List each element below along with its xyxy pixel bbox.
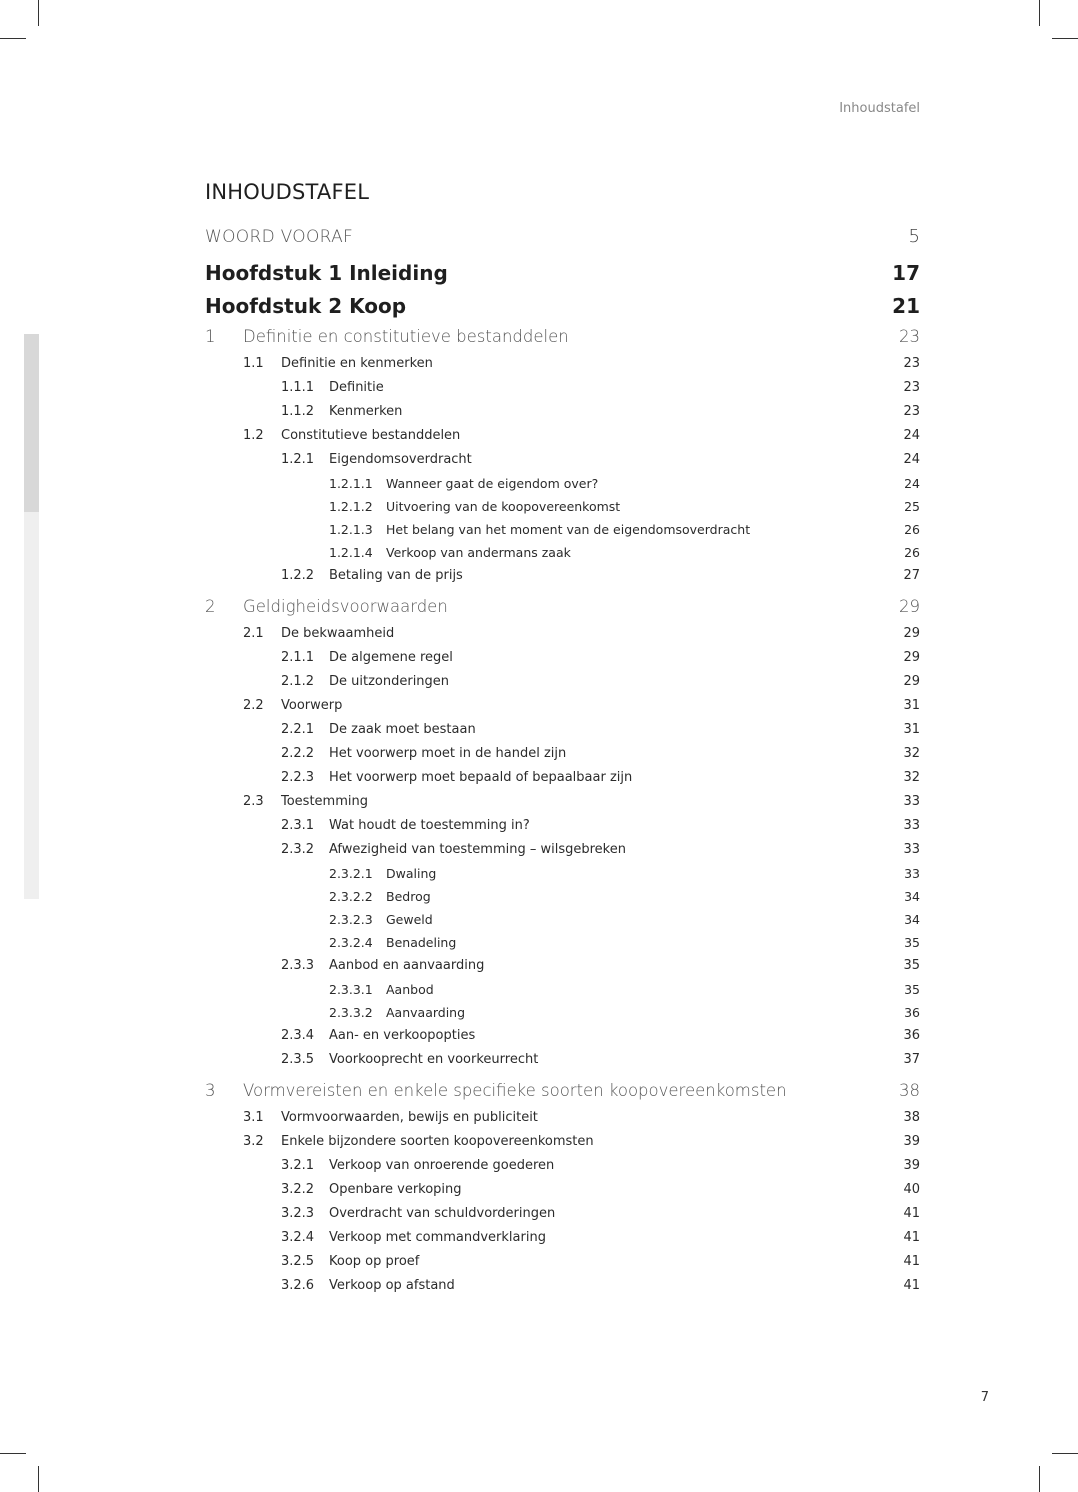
- toc-entry-number: 1.2: [243, 428, 264, 443]
- toc-entry[interactable]: [205, 982, 920, 1005]
- toc-entry-title: Hoofdstuk 2 Koop: [205, 294, 407, 318]
- toc-entry[interactable]: [205, 499, 920, 522]
- toc-entry-page: 41: [903, 1278, 920, 1293]
- toc-entry-page: 34: [904, 889, 920, 904]
- toc-entry-page: 39: [903, 1158, 920, 1173]
- toc-entry[interactable]: [205, 1230, 920, 1254]
- toc-entry-title: Verkoop met commandverklaring: [329, 1230, 546, 1245]
- toc-entry-number: 3.2: [243, 1134, 264, 1149]
- toc-entry-number: 2.1: [243, 626, 264, 641]
- toc-entry-number: 3.2.5: [281, 1254, 315, 1269]
- toc-entry-title: Overdracht van schuldvorderingen: [329, 1206, 556, 1221]
- chapter-thumb-tab: [24, 334, 39, 899]
- toc-entry-number: 2.3.5: [281, 1052, 315, 1067]
- toc-entry-number: 2: [205, 597, 216, 616]
- toc-entry-page: 32: [903, 770, 920, 785]
- toc-entry-title: De bekwaamheid: [281, 626, 395, 641]
- toc-entry-page: 38: [899, 1081, 920, 1100]
- toc-entry-number: 1.2.1.3: [329, 522, 373, 537]
- toc-entry-page: 41: [903, 1230, 920, 1245]
- toc-entry-title: Het belang van het moment van de eigendomsoverdracht: [386, 522, 751, 537]
- toc-entry-title: Benadeling: [386, 935, 457, 950]
- toc-entry-number: 1.2.1.1: [329, 476, 373, 491]
- toc-entry[interactable]: [205, 476, 920, 499]
- crop-mark: [1039, 0, 1040, 26]
- toc-entry[interactable]: [205, 1028, 920, 1052]
- toc-entry-page: 23: [903, 404, 920, 419]
- toc-entry-page: 29: [903, 650, 920, 665]
- toc-entry-title: Het voorwerp moet bepaald of bepaalbaar zijn: [329, 770, 633, 785]
- toc-entry-number: 2.3.1: [281, 818, 315, 833]
- toc-entry-title: Openbare verkoping: [329, 1182, 462, 1197]
- toc-entry-page: 25: [904, 499, 920, 514]
- toc-entry-title: Verkoop van andermans zaak: [386, 545, 571, 560]
- toc-entry[interactable]: [205, 842, 920, 866]
- toc-entry-title: Vormvereisten en enkele specifieke soorten koopovereenkomsten: [243, 1081, 787, 1100]
- toc-entry-page: 27: [903, 568, 920, 583]
- toc-entry-title: Vormvoorwaarden, bewijs en publiciteit: [281, 1110, 538, 1125]
- toc-entry-page: 34: [904, 912, 920, 927]
- crop-mark: [1052, 38, 1078, 39]
- toc-entry-title: Koop op proef: [329, 1254, 420, 1269]
- toc-entry[interactable]: [205, 674, 920, 698]
- toc-entry[interactable]: [205, 866, 920, 889]
- crop-mark: [1052, 1453, 1078, 1454]
- toc-entry[interactable]: [205, 568, 920, 592]
- toc-entry-page: 40: [903, 1182, 920, 1197]
- toc-entry-number: 2.3.2.4: [329, 935, 373, 950]
- toc-entry-page: 35: [904, 982, 920, 997]
- toc-entry-page: 24: [903, 428, 920, 443]
- toc-entry-number: 1.1.1: [281, 380, 315, 395]
- toc-entry-number: 2.3.4: [281, 1028, 315, 1043]
- toc-entry[interactable]: [205, 404, 920, 428]
- toc-entry-page: 38: [903, 1110, 920, 1125]
- toc-entry-page: 41: [903, 1206, 920, 1221]
- toc-entry-number: 3.1: [243, 1110, 264, 1125]
- toc-entry-title: Voorwerp: [281, 698, 343, 713]
- toc-entry[interactable]: [205, 1110, 920, 1134]
- toc-entry[interactable]: [205, 889, 920, 912]
- toc-entry[interactable]: [205, 818, 920, 842]
- toc-entry-page: 23: [899, 327, 920, 346]
- toc-entry-title: De uitzonderingen: [329, 674, 450, 689]
- toc-entry-page: 35: [903, 958, 920, 973]
- toc-entry-title: Constitutieve bestanddelen: [281, 428, 461, 443]
- toc-entry-page: 41: [903, 1254, 920, 1269]
- toc-entry-page: 32: [903, 746, 920, 761]
- toc-entry-number: 2.3: [243, 794, 264, 809]
- toc-entry[interactable]: [205, 522, 920, 545]
- toc-entry[interactable]: [205, 770, 920, 794]
- toc-entry[interactable]: [205, 794, 920, 818]
- toc-entry-title: Definitie: [329, 380, 384, 395]
- toc-entry-title: Wat houdt de toestemming in?: [329, 818, 530, 833]
- toc-entry-number: 2.1.2: [281, 674, 315, 689]
- toc-entry-title: Aanbod en aanvaarding: [329, 958, 485, 973]
- toc-entry[interactable]: [205, 1134, 920, 1158]
- toc-entry-title: Verkoop van onroerende goederen: [329, 1158, 555, 1173]
- toc-entry-number: 2.3.2.3: [329, 912, 373, 927]
- page-title: INHOUDSTAFEL: [205, 180, 370, 204]
- toc-entry-page: 33: [903, 842, 920, 857]
- toc-entry-number: 1.1: [243, 356, 264, 371]
- toc-entry[interactable]: [205, 722, 920, 746]
- toc-entry[interactable]: [205, 1005, 920, 1028]
- toc-entry-number: 2.3.2.1: [329, 866, 373, 881]
- toc-entry-page: 24: [904, 476, 920, 491]
- toc-entry-page: 17: [892, 261, 920, 285]
- toc-entry-number: 2.2: [243, 698, 264, 713]
- toc-entry[interactable]: [205, 1052, 920, 1076]
- toc-entry-number: 3.2.4: [281, 1230, 315, 1245]
- toc-entry-title: Bedrog: [386, 889, 431, 904]
- toc-entry-page: 29: [903, 674, 920, 689]
- toc-entry-page: 21: [892, 294, 920, 318]
- toc-entry[interactable]: [205, 380, 920, 404]
- toc-entry-page: 23: [903, 380, 920, 395]
- toc-entry-number: 3.2.1: [281, 1158, 315, 1173]
- toc-entry-page: 33: [904, 866, 920, 881]
- toc-entry-title: WOORD VOORAF: [205, 227, 354, 247]
- page-number: 7: [980, 1390, 989, 1405]
- toc-entry-number: 1.2.2: [281, 568, 315, 583]
- toc-entry-title: Eigendomsoverdracht: [329, 452, 472, 467]
- toc-entry-page: 37: [903, 1052, 920, 1067]
- toc-entry[interactable]: [205, 1206, 920, 1230]
- toc-entry-page: 26: [904, 522, 920, 537]
- toc-entry-number: 1.2.1.2: [329, 499, 373, 514]
- toc-entry[interactable]: [205, 294, 920, 327]
- toc-entry-page: 31: [903, 722, 920, 737]
- toc-entry-number: 2.3.2.2: [329, 889, 373, 904]
- toc-entry-title: Kenmerken: [329, 404, 403, 419]
- toc-entry[interactable]: [205, 650, 920, 674]
- toc-entry-number: 1.1.2: [281, 404, 315, 419]
- toc-entry-title: Uitvoering van de koopovereenkomst: [386, 499, 621, 514]
- toc-entry-title: Verkoop op afstand: [329, 1278, 455, 1293]
- toc-entry-title: Aanvaarding: [386, 1005, 466, 1020]
- toc-entry-number: 2.3.3.2: [329, 1005, 373, 1020]
- toc-entry-number: 2.2.1: [281, 722, 315, 737]
- toc-entry[interactable]: [205, 261, 920, 294]
- toc-entry-page: 26: [904, 545, 920, 560]
- toc-entry-page: 23: [903, 356, 920, 371]
- toc-entry-title: Geldigheidsvoorwaarden: [243, 597, 448, 616]
- toc-entry-title: Geweld: [386, 912, 433, 927]
- toc-entry-number: 3: [205, 1081, 216, 1100]
- toc-entry-title: Voorkooprecht en voorkeurrecht: [329, 1052, 539, 1067]
- toc-entry-title: Betaling van de prijs: [329, 568, 463, 583]
- toc-entry-title: De algemene regel: [329, 650, 453, 665]
- toc-entry[interactable]: [205, 746, 920, 770]
- toc-entry[interactable]: [205, 327, 920, 356]
- toc-entry[interactable]: [205, 452, 920, 476]
- toc-entry-number: 1.2.1: [281, 452, 315, 467]
- toc-entry-title: De zaak moet bestaan: [329, 722, 476, 737]
- toc-entry[interactable]: [205, 935, 920, 958]
- toc-entry-title: Aanbod: [386, 982, 434, 997]
- toc-entry-title: Toestemming: [281, 794, 368, 809]
- toc-entry-page: 31: [903, 698, 920, 713]
- toc-entry-page: 29: [899, 597, 920, 616]
- toc-entry-page: 35: [904, 935, 920, 950]
- toc-entry[interactable]: [205, 1182, 920, 1206]
- toc-entry[interactable]: [205, 1081, 920, 1110]
- toc-entry-number: 1: [205, 327, 216, 346]
- toc-entry-title: Dwaling: [386, 866, 437, 881]
- crop-mark: [0, 38, 26, 39]
- toc-entry-number: 2.3.3: [281, 958, 315, 973]
- toc-entry-page: 36: [904, 1005, 920, 1020]
- toc-entry-page: 24: [903, 452, 920, 467]
- toc-entry[interactable]: [205, 912, 920, 935]
- toc-entry-number: 1.2.1.4: [329, 545, 373, 560]
- table-of-contents: [205, 226, 920, 1302]
- running-header: Inhoudstafel: [839, 101, 920, 116]
- toc-entry[interactable]: [205, 545, 920, 568]
- toc-entry-page: 29: [903, 626, 920, 641]
- toc-entry-title: Enkele bijzondere soorten koopovereenkomsten: [281, 1134, 594, 1149]
- toc-entry-title: Definitie en constitutieve bestanddelen: [243, 327, 569, 346]
- toc-entry-number: 2.2.2: [281, 746, 315, 761]
- crop-mark: [38, 1466, 39, 1492]
- toc-entry[interactable]: [205, 958, 920, 982]
- crop-mark: [1039, 1466, 1040, 1492]
- toc-entry-title: Definitie en kenmerken: [281, 356, 433, 371]
- toc-entry-title: Hoofdstuk 1 Inleiding: [205, 261, 448, 285]
- toc-entry-number: 2.2.3: [281, 770, 315, 785]
- toc-entry-title: Afwezigheid van toestemming – wilsgebreken: [329, 842, 626, 857]
- toc-entry-number: 2.3.2: [281, 842, 315, 857]
- toc-entry-page: 39: [903, 1134, 920, 1149]
- toc-entry-page: 33: [903, 794, 920, 809]
- toc-entry[interactable]: [205, 1158, 920, 1182]
- toc-entry[interactable]: [205, 1254, 920, 1278]
- toc-entry[interactable]: [205, 1278, 920, 1302]
- toc-entry-number: 2.1.1: [281, 650, 315, 665]
- toc-entry-number: 3.2.6: [281, 1278, 315, 1293]
- toc-entry-title: Het voorwerp moet in de handel zijn: [329, 746, 567, 761]
- crop-mark: [0, 1453, 26, 1454]
- toc-entry-page: 33: [903, 818, 920, 833]
- toc-entry-page: 36: [903, 1028, 920, 1043]
- toc-entry[interactable]: [205, 428, 920, 452]
- toc-entry-number: 2.3.3.1: [329, 982, 373, 997]
- toc-entry[interactable]: [205, 226, 920, 261]
- crop-mark: [38, 0, 39, 26]
- toc-entry[interactable]: [205, 626, 920, 650]
- toc-entry-title: Aan- en verkoopopties: [329, 1028, 476, 1043]
- toc-entry[interactable]: [205, 356, 920, 380]
- toc-entry[interactable]: [205, 698, 920, 722]
- toc-entry-number: 3.2.3: [281, 1206, 315, 1221]
- toc-entry-page: 5: [908, 226, 920, 247]
- toc-entry-number: 3.2.2: [281, 1182, 315, 1197]
- toc-entry[interactable]: [205, 597, 920, 626]
- toc-entry-title: Wanneer gaat de eigendom over?: [386, 476, 599, 491]
